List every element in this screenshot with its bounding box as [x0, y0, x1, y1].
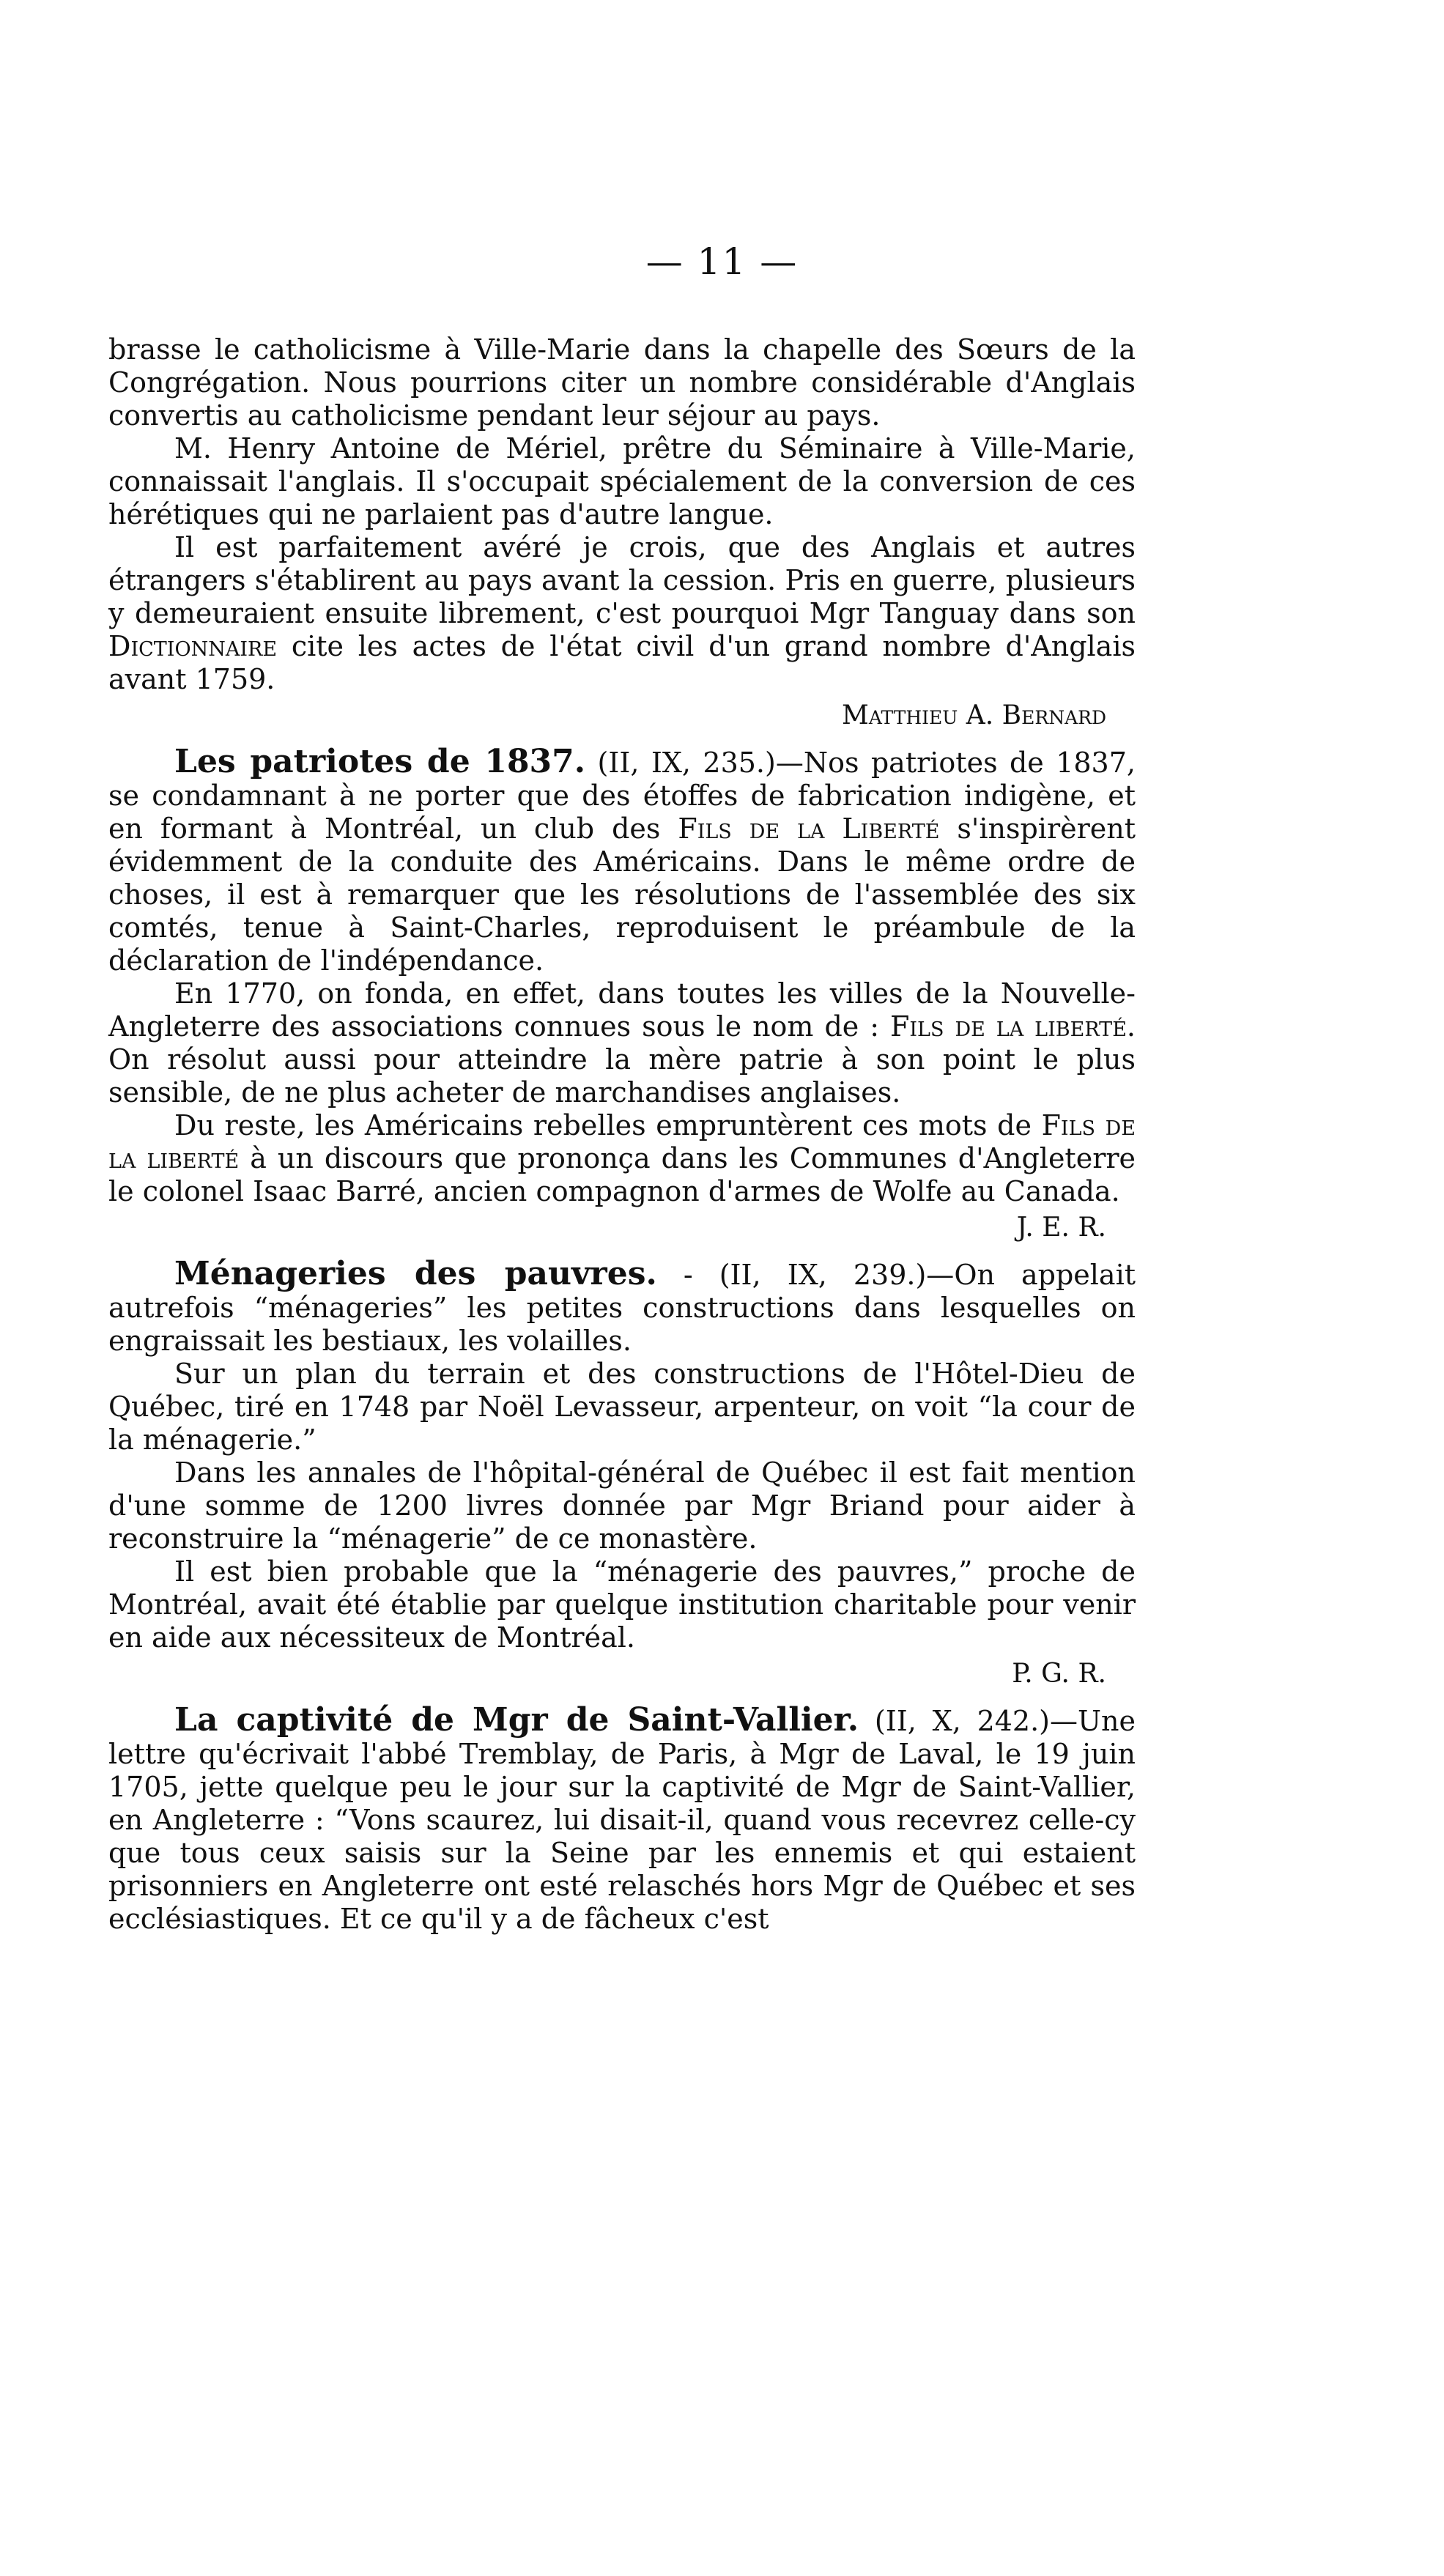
- entry-ref-patriotes: (II, IX, 235.)—: [585, 747, 804, 779]
- patriotes-paragraph-3-text-a: Du reste, les Américains rebelles empruntèrent ces mots de: [174, 1109, 1042, 1141]
- menageries-paragraph-4: Il est bien probable que la “ménagerie des pauvres,” proche de Montréal, avait été établie par quelque institution charitable pour venir en aide aux nécessiteux de Montréal.: [108, 1555, 1136, 1654]
- signature-bernard: Matthieu A. Bernard: [841, 700, 1106, 730]
- patriotes-paragraph-1-text-b: s'inspirèrent évidemment de la conduite des Américains. Dans le même ordre de choses, il est à remarquer que les résolutions de l'assemblée des six comtés, tenue à Saint-Charles, reproduisent le préambule de la déclaration de l'indépendance.: [108, 813, 1136, 977]
- menageries-paragraph-3: Dans les annales de l'hôpital-général de Québec il est fait mention d'une somme de 1200 livres donnée par Mgr Briand pour aider à reconstruire la “ménagerie” de ce monastère.: [108, 1457, 1136, 1555]
- signature-pgr: P. G. R.: [1012, 1659, 1106, 1689]
- patriotes-paragraph-2-text-b: . On résolut aussi pour atteindre la mère patrie à son point le plus sensible, de ne plus acheter de marchandises anglaises.: [108, 1010, 1136, 1109]
- patriotes-paragraph-1-text-a: Nos patriotes de 1837, se condamnant à ne porter que des étoffes de fabrication indigène, et en formant à Montréal, un club des: [108, 747, 1136, 845]
- entry-ref-menageries: - (II, IX, 239.)—: [656, 1259, 955, 1291]
- entry-ref-captivite: (II, X, 242.)—: [859, 1705, 1078, 1737]
- patriotes-paragraph-1: [108, 745, 1136, 977]
- page-number: — 11 —: [645, 240, 799, 283]
- menageries-paragraph-1: [108, 1257, 1136, 1358]
- intro-paragraph-2: M. Henry Antoine de Mériel, prêtre du Séminaire à Ville-Marie, connaissait l'anglais. Il s'occupait spécialement de la conversion de ces hérétiques qui ne parlaient pas d'autre langue.: [108, 432, 1136, 530]
- intro-paragraph-3: [108, 531, 1136, 696]
- patriotes-paragraph-3-text-b: à un discours que prononça dans les Communes d'Angleterre le colonel Isaac Barré, ancien compagnon d'armes de Wolfe au Canada.: [108, 1142, 1136, 1207]
- intro-paragraph-3-text-b: cite les actes de l'état civil d'un grand nombre d'Anglais avant 1759.: [108, 630, 1136, 695]
- patriotes-paragraph-3: [108, 1109, 1136, 1208]
- captivite-paragraph-1: [108, 1703, 1136, 1936]
- menageries-paragraph-2: Sur un plan du terrain et des constructions de l'Hôtel-Dieu de Québec, tiré en 1748 par Noël Levasseur, arpenteur, on voit “la cour de la ménagerie.”: [108, 1358, 1136, 1456]
- patriotes-paragraph-2: [108, 977, 1136, 1109]
- signature-jer: J. E. R.: [1016, 1213, 1106, 1243]
- dictionnaire-smallcaps: Dictionnaire: [108, 630, 278, 662]
- entry-title-menageries: Ménageries des pauvres.: [174, 1255, 657, 1292]
- menageries-paragraph-1-text: On appelait autrefois “ménageries” les petites constructions dans lesquelles on engraissait les bestiaux, les volailles.: [108, 1259, 1136, 1357]
- entry-title-patriotes: Les patriotes de 1837.: [174, 743, 586, 780]
- entry-title-captivite: La captivité de Mgr de Saint-Vallier.: [174, 1701, 859, 1739]
- article-text: [108, 333, 1136, 1936]
- fils-de-la-liberte-smallcaps-3: Fils de la liberté: [108, 1109, 1136, 1174]
- fils-de-la-liberte-smallcaps-2: Fils de la liberté: [890, 1010, 1127, 1043]
- intro-paragraph-1: brasse le catholicisme à Ville-Marie dans la chapelle des Sœurs de la Congrégation. Nous pourrions citer un nombre considérable d'Anglais convertis au catholicisme pendant leur séjour au pays.: [108, 333, 1136, 432]
- captivite-paragraph-1-text: Une lettre qu'écrivait l'abbé Tremblay, de Paris, à Mgr de Laval, le 19 juin 1705, jette quelque peu le jour sur la captivité de Mgr de Saint-Vallier, en Angleterre : “Vons scaurez, lui disait-il, quand vous recevrez celle-cy que tous ceux saisis sur la Seine par les ennemis et qui estaient prisonniers en Angleterre ont esté relaschés hors Mgr de Québec et ses ecclésiastiques. Et ce qu'il y a de fâcheux c'est: [108, 1705, 1136, 1935]
- intro-paragraph-3-text-a: Il est parfaitement avéré je crois, que des Anglais et autres étrangers s'établirent au pays avant la cession. Pris en guerre, plusieurs y demeuraient ensuite librement, c'est pourquoi Mgr Tanguay dans son: [108, 531, 1136, 629]
- patriotes-paragraph-2-text-a: En 1770, on fonda, en effet, dans toutes les villes de la Nouvelle-Angleterre des associations connues sous le nom de :: [108, 977, 1136, 1043]
- fils-de-la-liberte-smallcaps-1: Fils de la Liberté: [678, 813, 940, 845]
